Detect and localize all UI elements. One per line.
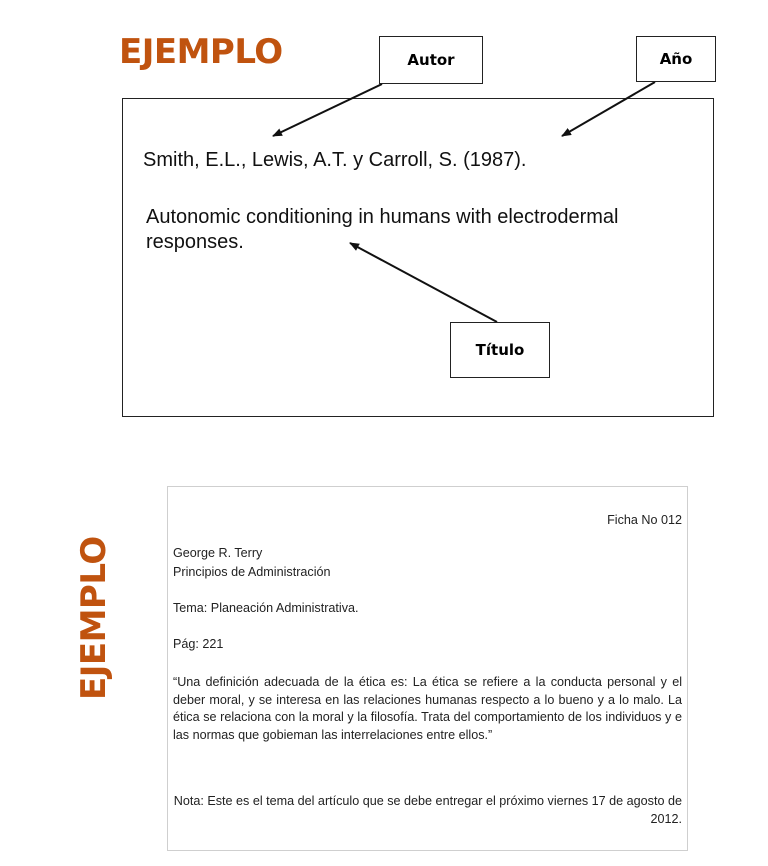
title-label: Título (450, 322, 550, 378)
year-label: Año (636, 36, 716, 82)
card-topic: Tema: Planeación Administrativa. (173, 601, 359, 615)
card-author: George R. Terry (173, 546, 263, 560)
citation-title-line-1: Autonomic conditioning in humans with electrodermal (146, 206, 619, 228)
card-quote: “Una definición adecuada de la ética es: La ética se refiere a la conducta personal y el deber moral, y se interesa en las relaciones humanas respecto a lo bueno y a lo malo. La ética se relaciona con la moral y la filosofía. Trata del comportamiento de los individuos y e las normas que gobieman las interrelaciones entre ellos.” (173, 675, 682, 742)
citation-diagram-box (122, 98, 714, 417)
card-book-title: Principios de Administración (173, 565, 331, 579)
bibliographic-card (167, 486, 688, 851)
card-note: Nota: Este es el tema del artículo que se debe entregar el próximo viernes 17 de agosto de 2012. (173, 794, 682, 826)
citation-title-line-2: responses. (146, 231, 244, 253)
citation-authors-year: Smith, E.L., Lewis, A.T. y Carroll, S. (1987). (143, 149, 527, 171)
example-heading-side: EJEMPLO (74, 536, 114, 700)
author-label: Autor (379, 36, 483, 84)
example-heading-top: EJEMPLO (119, 32, 283, 72)
card-page: Pág: 221 (173, 637, 224, 651)
card-number: Ficha No 012 (607, 513, 682, 527)
